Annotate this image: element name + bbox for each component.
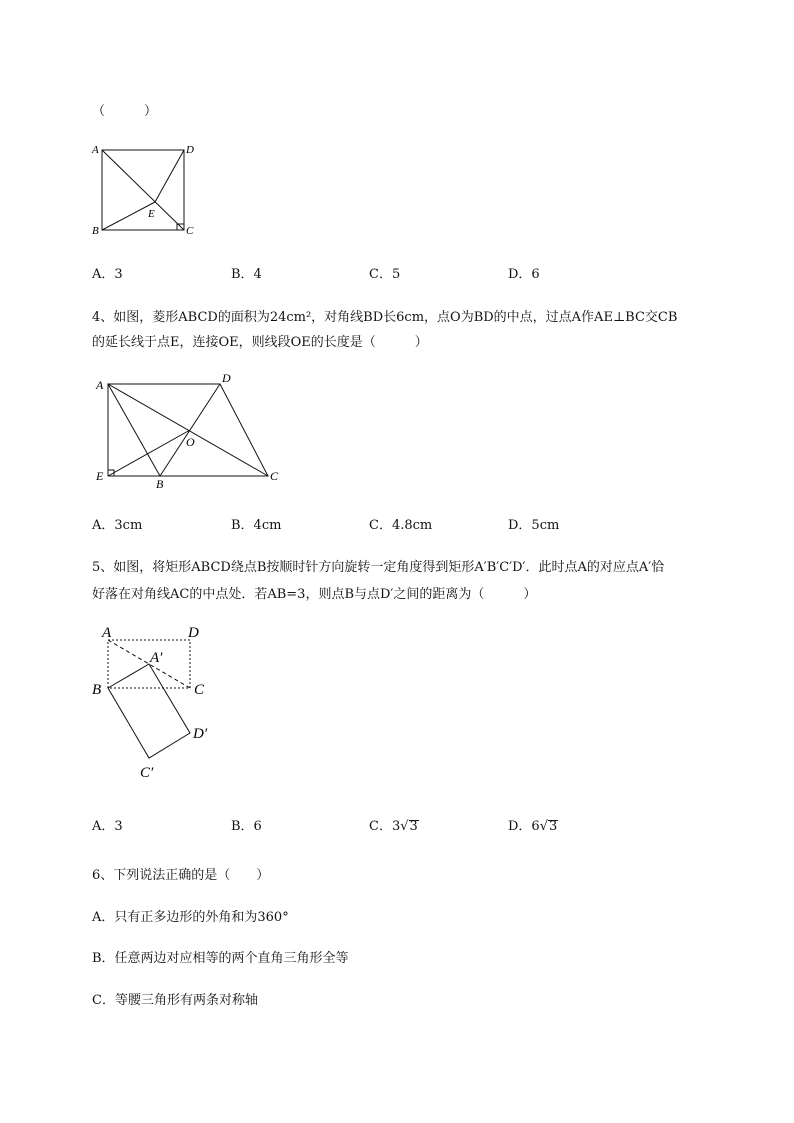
q6-option-a[interactable]: A．只有正多边形的外角和为360° — [92, 910, 289, 925]
q6-option-c[interactable]: C．等腰三角形有两条对称轴 — [92, 993, 258, 1008]
q5-label-a-prime: A′ — [150, 650, 163, 666]
q4-figure — [92, 368, 292, 492]
q5-label-d: D — [188, 625, 199, 641]
q4-option-c[interactable]: C．4.8cm — [369, 518, 433, 533]
sqrt-icon: √ — [539, 819, 548, 834]
q4-label-b: B — [156, 477, 164, 491]
q5-option-c-label: C．3 — [369, 819, 401, 834]
q3-figure — [88, 140, 208, 240]
q3-bracket: （ ） — [92, 104, 158, 119]
q6-stem: 6、下列说法正确的是（ ） — [92, 868, 270, 883]
q3-segment-ed — [155, 150, 184, 202]
q3-option-a[interactable]: A．3 — [92, 267, 123, 282]
q3-diagonal-ac — [102, 150, 184, 230]
q3-label-c: C — [186, 225, 194, 237]
q3-option-b[interactable]: B．4 — [231, 267, 262, 282]
q5-label-b: B — [92, 682, 102, 698]
q5-option-d-label: D．6 — [508, 819, 540, 834]
q4-label-d: D — [222, 371, 231, 385]
q5-rotated-rectangle — [108, 664, 190, 758]
q5-option-c-radicand: 3 — [409, 819, 418, 834]
q4-label-a: A — [96, 378, 104, 392]
q5-label-c-prime: C′ — [140, 765, 154, 781]
q3-option-d[interactable]: D．6 — [508, 267, 540, 282]
q5-option-d[interactable] — [508, 815, 558, 834]
q4-stem-line-2: 的延长线于点E，连接OE，则线段OE的长度是（ ） — [92, 335, 428, 350]
q6-option-b[interactable]: B．任意两边对应相等的两个直角三角形全等 — [92, 951, 349, 966]
q5-option-a[interactable]: A．3 — [92, 819, 123, 834]
sqrt-icon: √ — [400, 819, 409, 834]
q3-option-c[interactable]: C．5 — [369, 267, 401, 282]
q3-label-e: E — [148, 208, 155, 220]
q4-label-c: C — [270, 469, 279, 483]
q3-label-b: B — [92, 225, 99, 237]
q3-label-a: A — [92, 144, 99, 156]
q5-stem-line-1: 5、如图，将矩形ABCD绕点B按顺时针方向旋转一定角度得到矩形A′B′C′D′．此时点A的对应点A′恰 — [92, 560, 665, 575]
q4-label-o: O — [186, 435, 195, 449]
q5-option-d-radicand: 3 — [549, 819, 558, 834]
q4-option-b[interactable]: B．4cm — [231, 518, 282, 533]
q5-label-a: A — [102, 625, 112, 641]
q3-label-d: D — [186, 144, 194, 156]
q4-label-e: E — [96, 469, 104, 483]
q4-option-a[interactable]: A．3cm — [92, 518, 143, 533]
q5-option-c[interactable] — [369, 815, 419, 834]
q5-figure — [90, 620, 230, 782]
q5-label-d-prime: D′ — [193, 726, 208, 742]
q4-stem-line-1: 4、如图，菱形ABCD的面积为24cm²，对角线BD长6cm，点O为BD的中点，过点A作AE⊥BC交CB — [92, 310, 678, 325]
q5-stem-line-2: 好落在对角线AC的中点处．若AB=3，则点B与点D′之间的距离为（ ） — [92, 587, 537, 602]
q5-option-b[interactable]: B．6 — [231, 819, 262, 834]
q4-option-d[interactable]: D．5cm — [508, 518, 560, 533]
q5-label-c: C — [194, 682, 205, 698]
q4-segment-oe — [108, 430, 190, 476]
